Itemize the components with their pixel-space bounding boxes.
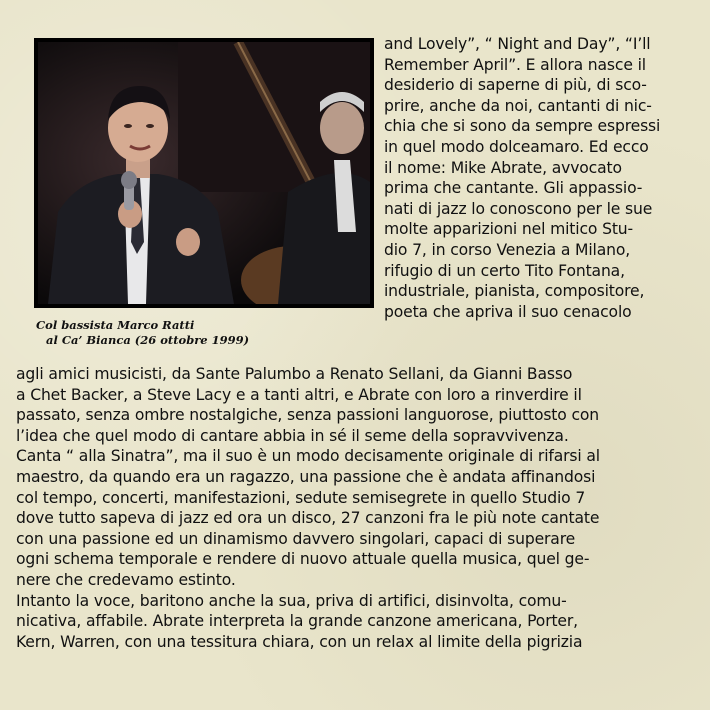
article-text-full-width <box>16 364 693 652</box>
photo-caption <box>36 318 366 348</box>
text-line: maestro, da quando era un ragazzo, una passione che è andata affinandosi <box>16 467 596 486</box>
text-line: dove tutto sapeva di jazz ed ora un disco, 27 canzoni fra le più note cantate <box>16 509 600 528</box>
text-line: Intanto la voce, baritono anche la sua, priva di artifici, disinvolta, comu- <box>16 591 567 610</box>
text-line: Canta “ alla Sinatra”, ma il suo è un modo decisamente originale di rifarsi al <box>16 447 600 466</box>
text-line: nati di jazz lo conoscono per le sue <box>384 199 653 218</box>
text-line: in quel modo dolceamaro. Ed ecco <box>384 137 649 156</box>
text-line: col tempo, concerti, manifestazioni, sedute semisegrete in quello Studio 7 <box>16 488 586 507</box>
text-line: nicativa, affabile. Abrate interpreta la grande canzone americana, Porter, <box>16 612 578 631</box>
text-line: Remember April”. E allora nasce il <box>384 55 646 74</box>
text-line: desiderio di saperne di più, di sco- <box>384 76 647 95</box>
text-line: agli amici musicisti, da Sante Palumbo a Renato Sellani, da Gianni Basso <box>16 365 573 383</box>
text-line: passato, senza ombre nostalgiche, senza passioni languorose, piuttosto con <box>16 406 600 425</box>
concert-photo <box>34 38 374 308</box>
text-line: poeta che apriva il suo cenacolo <box>384 302 632 321</box>
text-line: a Chet Backer, a Steve Lacy e a tanti altri, e Abrate con loro a rinverdire il <box>16 385 582 404</box>
text-line: molte apparizioni nel mitico Stu- <box>384 220 633 239</box>
text-line: Kern, Warren, con una tessitura chiara, con un relax al limite della pigrizia <box>16 632 583 651</box>
text-line: chia che si sono da sempre espressi <box>384 117 661 136</box>
text-line: rifugio di un certo Tito Fontana, <box>384 261 625 280</box>
text-line: con una passione ed un dinamismo davvero singolari, capaci di superare <box>16 529 576 548</box>
text-line: prima che cantante. Gli appassio- <box>384 179 643 198</box>
caption-line: Col bassista Marco Ratti <box>36 318 195 332</box>
text-line: ogni schema temporale e rendere di nuovo attuale quella musica, quel ge- <box>16 550 590 569</box>
jazz-performance-photo <box>38 42 370 304</box>
text-line: dio 7, in corso Venezia a Milano, <box>384 240 631 259</box>
text-line: il nome: Mike Abrate, avvocato <box>384 158 622 177</box>
text-line: and Lovely”, “ Night and Day”, “I’ll <box>384 35 651 53</box>
text-line: prire, anche da noi, cantanti di nic- <box>384 96 652 115</box>
caption-line: al Ca’ Bianca (26 ottobre 1999) <box>46 333 250 347</box>
text-line: l’idea che quel modo di cantare abbia in sé il seme della sopravvivenza. <box>16 426 569 445</box>
article-text-right-column <box>384 34 690 322</box>
text-line: industriale, pianista, compositore, <box>384 282 645 301</box>
text-line: nere che credevamo estinto. <box>16 570 236 589</box>
